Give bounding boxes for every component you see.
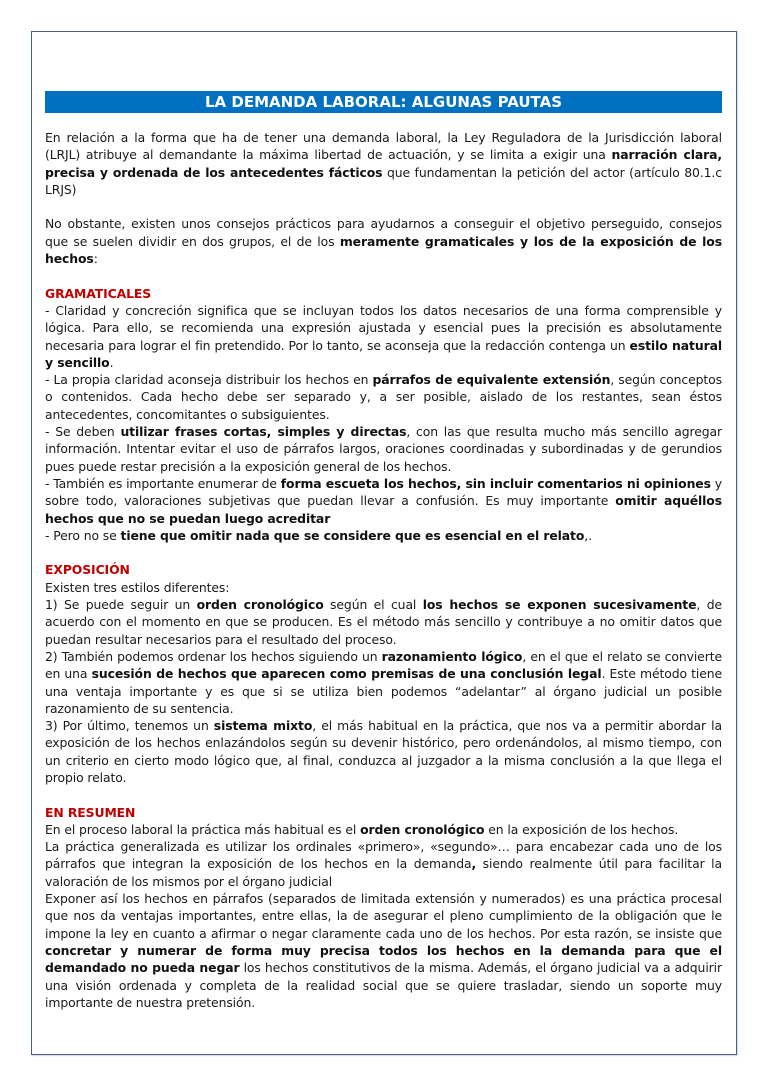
- text-run: En el proceso laboral la práctica más habitual es el: [45, 821, 361, 837]
- bold-text-run: utilizar frases cortas, simples y directas: [120, 424, 407, 440]
- document-title: LA DEMANDA LABORAL: ALGUNAS PAUTAS: [204, 93, 563, 111]
- gramaticales-item-1: [45, 302, 722, 371]
- text-run: - Se deben: [45, 424, 121, 440]
- text-run: . Este método tiene una ventaja importante y es que si se utiliza bien podemos “adelantar” al órgano judicial un posible razonamiento de su sentencia.: [45, 666, 722, 716]
- text-run: los hechos constitutivos de la misma. Además, el órgano judicial va a adquirir una visión ordenada y completa de la realidad social que se quiere trasladar, siendo un soporte muy importante de nuestra pretensión.: [45, 960, 722, 1010]
- text-run: :: [93, 251, 98, 267]
- bold-text-run: forma escueta los hechos, sin incluir comentarios ni opiniones: [280, 475, 711, 491]
- text-run: ,.: [584, 527, 592, 543]
- resumen-paragraph-3: [45, 890, 722, 1011]
- text-run: La práctica generalizada es utilizar los ordinales «primero», «segundo»… para encabezar cada uno de los párrafos que integran la exposición de los hechos en la demanda: [45, 839, 722, 872]
- bold-text-run: los hechos se exponen sucesivamente: [422, 597, 697, 613]
- bold-text-run: sistema mixto: [213, 718, 313, 734]
- text-run: - Claridad y concreción significa que se incluyan todos los datos necesarios de una forma comprensible y lógica. Para ello, se recomienda una expresión ajustada y esencial pues la precisión es absolutamente necesaria para lograr el fin pretendido. Por lo tanto, se aconseja que la redacción contenga un: [45, 302, 722, 353]
- bold-text-run: omitir aquéllos hechos que no se puedan luego acreditar: [45, 493, 722, 526]
- paragraph-gap: [45, 198, 722, 215]
- bold-text-run: concretar y numerar de forma muy precisa todos los hechos en la demanda para que el demandado no pueda negar: [45, 942, 722, 976]
- bold-text-run: tiene que omitir nada que se considere que es esencial en el relato: [120, 527, 585, 543]
- exposicion-item-2: [45, 648, 722, 717]
- bold-text-run: orden cronológico: [196, 597, 324, 613]
- text-run: - La propia claridad aconseja distribuir los hechos en: [45, 372, 373, 388]
- section-heading-gramaticales: GRAMATICALES: [45, 285, 152, 301]
- text-run: - Pero no se: [45, 527, 121, 543]
- section-heading-resumen: EN RESUMEN: [45, 804, 136, 820]
- bold-text-run: razonamiento lógico: [381, 648, 523, 664]
- text-run: que fundamentan la petición del actor (artículo 80.1.c LRJS): [45, 164, 722, 197]
- text-run: No obstante, existen unos consejos prácticos para ayudarnos a conseguir el objetivo perseguido, consejos que se suelen dividir en dos grupos, el de los: [45, 216, 722, 249]
- paragraph-gap: [45, 267, 722, 284]
- text-run: 1) Se puede seguir un: [45, 597, 197, 613]
- paragraph-gap: [45, 544, 722, 561]
- text-run: , con las que resulta mucho más sencillo agregar información. Intentar evitar el uso de párrafos largos, oraciones coordinadas y subordinadas y de gerundios pues puede restar precisión a la exposición general de los hechos.: [45, 424, 722, 474]
- bold-text-run: orden cronológico: [360, 821, 485, 837]
- text-run: en la exposición de los hechos.: [484, 821, 679, 837]
- text-run: En relación a la forma que ha de tener una demanda laboral, la Ley Reguladora de la Jurisdicción laboral (LRJL) atribuye al demandante la máxima libertad de actuación, y se limita a exigir una: [45, 130, 722, 163]
- document-body: [45, 129, 722, 1011]
- bold-text-run: párrafos de equivalente extensión: [372, 372, 611, 388]
- bold-text-run: sucesión de hechos que aparecen como premisas de una conclusión legal: [91, 666, 602, 682]
- text-run: 2) También podemos ordenar los hechos siguiendo un: [45, 648, 382, 664]
- text-run: siendo realmente útil para facilitar la valoración de los mismos por el órgano judicial: [45, 856, 722, 889]
- text-run: , de acuerdo con el momento en que se producen. Es el método más sencillo y contribuye a no omitir datos que puedan resultar necesarios para el resultado del proceso.: [45, 597, 722, 647]
- gramaticales-item-5: [45, 527, 722, 544]
- exposicion-item-1: [45, 596, 722, 648]
- document-title-bar: [45, 91, 722, 113]
- exposicion-intro: Existen tres estilos diferentes:: [45, 579, 230, 595]
- gramaticales-item-2: [45, 371, 722, 423]
- bold-text-run: ,: [471, 856, 477, 872]
- text-run: - También es importante enumerar de: [45, 475, 281, 491]
- text-run: y sobre todo, valoraciones subjetivas que puedan llevar a confusión. Es muy importante: [45, 475, 722, 509]
- intro-paragraph-1: [45, 129, 722, 198]
- text-run: , según conceptos o contenidos. Cada hecho debe ser separado y, a ser posible, aislado de los restantes, sean éstos antecedentes, concomitantes o subsiguientes.: [45, 372, 722, 422]
- resumen-paragraph-2: [45, 838, 722, 890]
- text-run: , en el que el relato se convierte en una: [45, 648, 722, 682]
- text-run: .: [109, 354, 114, 370]
- intro-paragraph-2: [45, 215, 722, 267]
- bold-text-run: meramente gramaticales y los de la exposición de los hechos: [45, 233, 722, 267]
- text-run: según el cual: [323, 597, 423, 613]
- text-run: , el más habitual en la práctica, que nos va a permitir abordar la exposición de los hechos enlazándolos según su devenir histórico, pero ordenándolos, al mismo tiempo, con un criterio en cierto modo lógico que, al final, conduzca al juzgador a la misma conclusión a la que llega el propio relato.: [45, 718, 722, 785]
- exposicion-item-3: [45, 717, 722, 786]
- text-run: Exponer así los hechos en párrafos (separados de limitada extensión y numerados) es una práctica procesal que nos da ventajas importantes, entre ellas, la de asegurar el pleno cumplimiento de la obligación que le impone la ley en cuanto a afirmar o negar claramente cada uno de los hechos. Por esta razón, se insiste que: [45, 891, 722, 941]
- section-heading-exposicion: EXPOSICIÓN: [45, 562, 130, 578]
- resumen-paragraph-1: [45, 821, 722, 838]
- bold-text-run: narración clara, precisa y ordenada de los antecedentes fácticos: [45, 147, 722, 180]
- text-run: 3) Por último, tenemos un: [45, 718, 214, 734]
- gramaticales-item-3: [45, 423, 722, 475]
- paragraph-gap: [45, 786, 722, 803]
- bold-text-run: estilo natural y sencillo: [45, 337, 722, 370]
- gramaticales-item-4: [45, 475, 722, 527]
